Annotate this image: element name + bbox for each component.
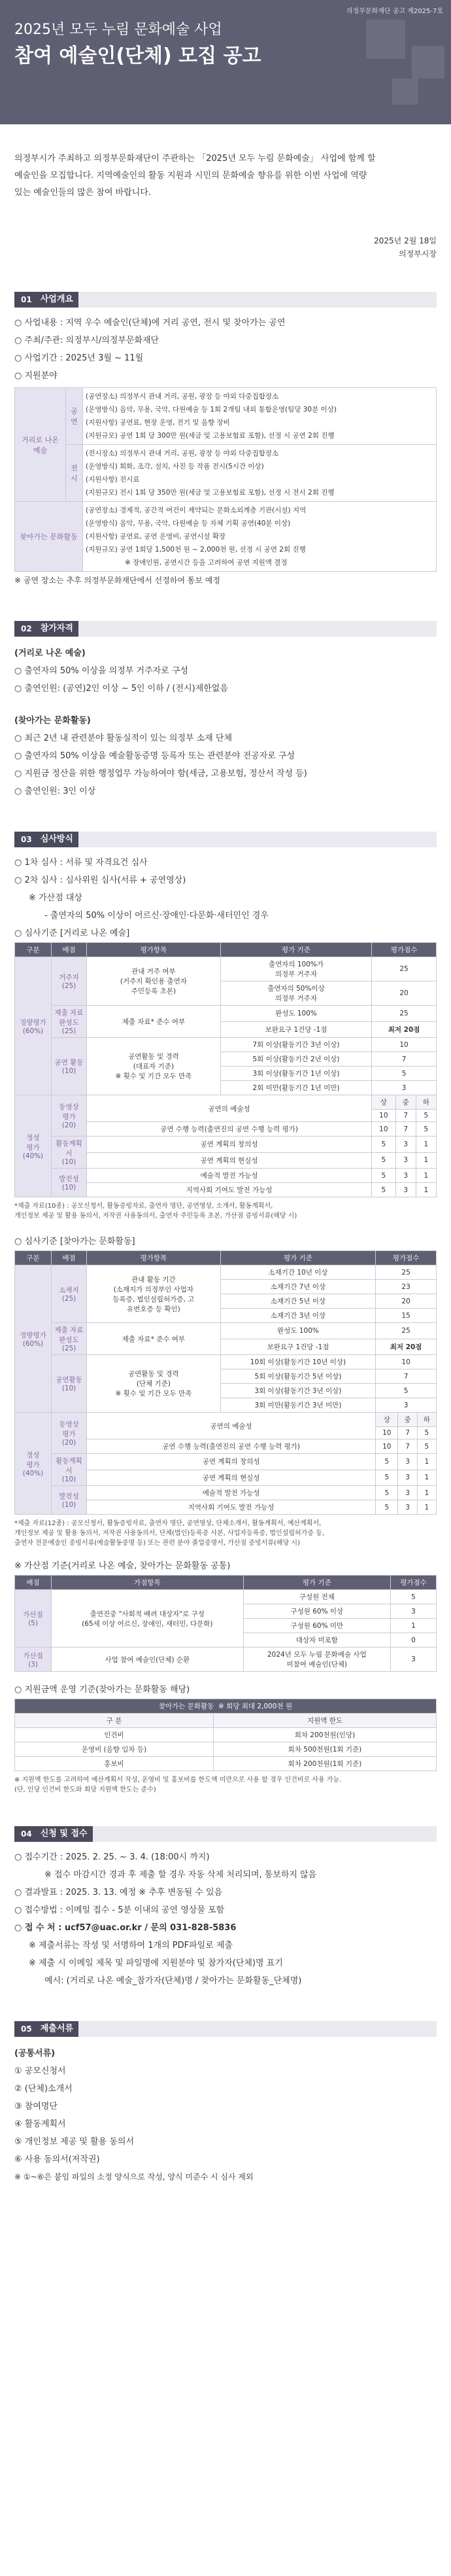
bonus-criteria-table: 배점 가점항목 평가 기준 평가점수 가산점 (5) 출연진중 "사회적 배려 대상자"로 구성 (65세 이상 어르신, 장애인, 새터민, 다문화) 구성원 전체 5 구성원 60% 이상 3 구성원 60% 미만 1 대상자 미포함 0 가산점 (3) 사업 참여 예술인(단체) 순환 2024년 모두 누림 문화예술 사업 미참여 예술인(단체) 3 [14, 1575, 437, 1672]
section-header-review: 03 심사방식 [14, 832, 437, 847]
header-banner [0, 0, 451, 124]
section-eligibility: (거리로 나온 예술) ○ 출연자의 50% 이상을 의정부 거주자로 구성 ○ 출연인원: (공연)2인 이상 ~ 5인 이하 / (전시)제한없음 (찾아가는 문화활동) ○ 최근 2년 내 관련분야 활동실적이 있는 의정부 소재 단체 ○ 출연자의 50% 이상을 예술활동증명 등록자 또는 관련분야 전공자로 구성 ○ 지원금 정산을 위한 행정업무 가능하여야 함(세금, 고용보험, 정산서 작성 등) ○ 출연인원: 3인 이상 [14, 648, 307, 796]
section-header-application: 04 신청 및 접수 [14, 1826, 437, 1842]
notice-number: 의정부문화재단 공고 제2025-7호 [346, 8, 443, 15]
review-criteria-table-street: 구분 배점 평가항목 평가 기준 평가점수 정량평가 (60%) 거주지 (25) 관내 거주 여부 (거주지 확인용 출연자 주민등록 초본) 출연자의 100%가 의정부 거주자 25 출연자의 50%이상 의정부 거주자 20 제출 자료 완성도 (25) 제출 자료* 준수 여부 완성도 100% 25 보완요구 1건당 -1점 최저 20점 공연 활동 (10) 공연활동 및 경력 (대표자 기준) ※ 횟수 및 기간 모두 만족 7회 이상(활동기간 3년 이상) 10 5회 이상(활동기간 2년 이상) 7 3회 이상(활동기간 1년 이상) 5 2회 미만(활동기간 1년 미만) 3 정성 평가 (40%) 동영상 평가 (20) 공연의 예술성 상 중 하 10 7 5 공연 수행 능력(출연진의 공연 수행 능력 평가) 10 7 5 활동계획서 (10) 공연 계획의 창의성 5 3 1 공연 계획의 현실성 5 3 1 발전성 (10) 예술적 발전 가능성 5 3 1 지역사회 기여도 발전 가능성 5 3 1 [14, 942, 437, 1197]
section-header-overview: 01 사업개요 [14, 292, 437, 308]
contact-email-link[interactable]: ○ 접 수 처 : ucf57@uac.or.kr / 문의 031-828-5836 [14, 1923, 237, 1933]
section-overview: ○ 사업내용 : 지역 우수 예술인(단체)에 거리 공연, 전시 및 찾아가는 공연 ○ 주최/주관: 의정부시/의정부문화재단 ○ 사업기간 : 2025년 3월 ~ 11월 ○ 지원분야 거리로 나온 예술 공연 (공연장소) 의정부시 관내 거리, 공원, 광장 등 야외 다중집합장소 (운영방식) 음악, 무용, 국악, 다원예술 등 1회 2개팀 내외 통합운영(팀당 30분 이상) (지원사항) 공연료, 현장 운영, 전기 및 음향 장비 (지원규모) 공연 1회 당 300만 원(세금 및 고용보험료 포함), 선정 시 공연 2회 진행 전시 (전시장소) 의정부시 관내 거리, 공원, 광장 등 야외 다중집합장소 (운영방식) 회화, 조각, 설치, 사진 등 작품 전시(5시간 이상) (지원사항) 전시료 (지원규모) 전시 1회 당 350만 원(세금 및 고용보험료 포함), 선정 시 전시 2회 진행 찾아가는 문화활동 (공연장소) 경제적, 공간적 여건이 제약되는 문화소외계층 기관(시설) 지역 (운영방식) 음악, 무용, 국악, 다원예술 등 자체 기획 공연(40분 이상) (지원사항) 공연료, 공연 운영비, 공연시설 확장 (지원규모) 공연 1회당 1,500천 원 ~ 2,000천 원, 선정 시 공연 2회 진행 ※ 장애인원, 공연시간 등을 고려하여 공연 지원액 결정 ※ 공연 장소는 추후 의정부문화재단에서 선정하여 통보 예정 [0, 314, 451, 590]
funding-table: 찾아가는 문화활동 ※ 회당 최대 2,000천 원 구 분 지원액 한도 인건비 회차 200천원(인당) 운영비 (음향 임차 등) 회차 500천원(1회 기준) 홍보비 회차 200천원(1회 기준) [14, 1699, 437, 1771]
notice-date: 2025년 2월 18일 의정부시장 [374, 236, 437, 258]
page-title: 참여 예술인(단체) 모집 공고 [14, 44, 261, 67]
section-review: ○ 1차 심사 : 서류 및 자격요건 심사 ○ 2차 심사 : 심사위원 심사(서류 + 공연영상) ※ 가산점 대상 - 출연자의 50% 이상이 어르신·장애인·다문화·새터민인 경우 ○ 심사기준 [거리로 나온 예술] 구분 배점 평가항목 평가 기준 평가점수 정량평가 (60%) 거주지 (25) 관내 거주 여부 (거주지 확인용 출연자 주민등록 초본) 출연자의 100%가 의정부 거주자 25 출연자의 50%이상 의정부 거주자 20 제출 자료 완성도 (25) 제출 자료* 준수 여부 완성도 100% 25 보완요구 1건당 -1점 최저 20점 공연 활동 (10) 공연활동 및 경력 (대표자 기준) ※ 횟수 및 기간 모두 만족 7회 이상(활동기간 3년 이상) 10 5회 이상(활동기간 2년 이상) 7 3회 이상(활동기간 1년 이상) 5 2회 미만(활동기간 1년 미만) 3 정성 평가 (40%) 동영상 평가 (20) 공연의 예술성 상 중 하 10 7 5 공연 수행 능력(출연진의 공연 수행 능력 평가) 10 7 5 활동계획서 (10) 공연 계획의 창의성 5 3 1 공연 계획의 현실성 5 3 1 발전성 (10) 예술적 발전 가능성 5 3 1 지역사회 기여도 발전 가능성 5 3 1 *제출 자료(10종) : 공모신청서, 활동증빙자료, 출연자 명단, 공연영상, 소개서, 활동계획서, 개인정보 제공 및 활용 동의서, 저작권 사용동의서, 출연자 주민등록 초본, 가산점 증빙서류(해당 시) ○ 심사기준 [찾아가는 문화활동] 구분 배점 평가항목 평가 기준 평가점수 정량평가 (60%) 소재지 (25) 관내 활동 기간 (소재지가 의정부인 사업자 등록증, 법인설립허가증, 고 유번호증 등 확인) 소재기간 10년 이상 25 소재기간 7년 이상 23 소재기간 5년 이상 20 소재기간 3년 이상 15 제출 자료 완성도 (25) 제출 자료* 준수 여부 완성도 100% 25 보완요구 1건당 -1점 최저 20점 공연활동 (10) 공연활동 및 경력 (단체 기준) ※ 횟수 및 기간 모두 만족 10회 이상(활동기간 10년 이상) 10 5회 이상(활동기간 5년 이상) 7 3회 이상(활동기간 3년 이상) 5 3회 미만(활동기간 3년 미만) 3 정성 평가 (40%) 동영상 평가 (20) 공연의 예술성 상 중 하 10 7 5 공연 수행 능력(출연진의 공연 수행 능력 평가) 10 7 5 활동계획서 (10) 공연 계획의 창의성 5 3 1 공연 계획의 현실성 5 3 1 발전성 (10) 예술적 발전 가능성 5 3 1 지역사회 기여도 발전 가능성 5 3 1 *제출 자료(12종) : 공모신청서, 활동증빙자료, 출연자 명단, 공연영상, 단체소개서, 활동계획서, 예산계획서, 개인정보 제공 및 활용 동의서, 저작권 사용동의서, 단체(법인)등록증 사본, 사업자등록증, 법인설립허가증 등, 출연자 전문예술인 증빙서류(예술활동증명 등) 또는 관련 분야 졸업증명서, 가산점 증빙서류(해당 시) ※ 가산점 기준(거리로 나온 예술, 찾아가는 문화활동 공통) 배점 가점항목 평가 기준 평가점수 가산점 (5) 출연진중 "사회적 배려 대상자"로 구성 (65세 이상 어르신, 장애인, 새터민, 다문화) 구성원 전체 5 구성원 60% 이상 3 구성원 60% 미만 1 대상자 미포함 0 가산점 (3) 사업 참여 예술인(단체) 순환 2024년 모두 누림 문화예술 사업 미참여 예술인(단체) 3 ○ 지원금액 운영 기준(찾아가는 문화활동 해당) 찾아가는 문화활동 ※ 회당 최대 2,000천 원 구 분 지원액 한도 인건비 회차 200천원(인당) 운영비 (음향 임차 등) 회차 500천원(1회 기준) 홍보비 회차 200천원(1회 기준) ※ 지원액 한도를 고려하여 예산계획서 작성, 운영비 및 홍보비를 한도액 미만으로 사용 할 경우 인건비로 사용 가능. (단, 인당 인건비 한도와 회당 지원액 한도는 준수) [0, 854, 451, 1795]
section-application: ○ 접수기간 : 2025. 2. 25. ~ 3. 4. (18:00시 까지) ※ 접수 마감시간 경과 후 제출 할 경우 자동 삭제 처리되며, 통보하지 않음 ○ 결과발표 : 2025. 3. 13. 예정 ※ 추후 변동될 수 있음 ○ 접수방법 : 이메일 접수 - 5분 이내의 공연 영상물 포함 ○ 접 수 처 : ucf57@uac.or.kr / 문의 031-828-5836 ※ 제출서류는 작성 및 서명하여 1개의 PDF파일로 제출 ※ 제출 시 이메일 제목 및 파일명에 지원분야 및 참가자(단체)명 표기 예시: (거리로 나온 예술_참가자(단체)명 / 찾아가는 문화활동_단체명) [0, 1848, 451, 1990]
support-field-table: 거리로 나온 예술 공연 (공연장소) 의정부시 관내 거리, 공원, 광장 등 야외 다중집합장소 (운영방식) 음악, 무용, 국악, 다원예술 등 1회 2개팀 내외 통합운영(팀당 30분 이상) (지원사항) 공연료, 현장 운영, 전기 및 음향 장비 (지원규모) 공연 1회 당 300만 원(세금 및 고용보험료 포함), 선정 시 공연 2회 진행 전시 (전시장소) 의정부시 관내 거리, 공원, 광장 등 야외 다중집합장소 (운영방식) 회화, 조각, 설치, 사진 등 작품 전시(5시간 이상) (지원사항) 전시료 (지원규모) 전시 1회 당 350만 원(세금 및 고용보험료 포함), 선정 시 전시 2회 진행 찾아가는 문화활동 (공연장소) 경제적, 공간적 여건이 제약되는 문화소외계층 기관(시설) 지역 (운영방식) 음악, 무용, 국악, 다원예술 등 자체 기획 공연(40분 이상) (지원사항) 공연료, 공연 운영비, 공연시설 확장 (지원규모) 공연 1회당 1,500천 원 ~ 2,000천 원, 선정 시 공연 2회 진행 ※ 장애인원, 공연시간 등을 고려하여 공연 지원액 결정 [14, 387, 437, 572]
section-documents: (공통서류) ① 공모신청서 ② (단체)소개서 ③ 참여명단 ④ 활동계획서 ⑤ 개인정보 제공 및 활용 동의서 ⑥ 사용 동의서(저작권) ※ ①~⑥은 붙임 파일의 소정 양식으로 작성, 양식 미준수 시 심사 제외 [14, 2049, 254, 2181]
page-subtitle: 2025년 모두 누림 문화예술 사업 [14, 22, 222, 38]
section-header-eligibility: 02 참가자격 [14, 621, 437, 637]
section-header-documents: 05 제출서류 [14, 2021, 437, 2037]
review-criteria-table-visiting: 구분 배점 평가항목 평가 기준 평가점수 정량평가 (60%) 소재지 (25) 관내 활동 기간 (소재지가 의정부인 사업자 등록증, 법인설립허가증, 고 유번호증 등 확인) 소재기간 10년 이상 25 소재기간 7년 이상 23 소재기간 5년 이상 20 소재기간 3년 이상 15 제출 자료 완성도 (25) 제출 자료* 준수 여부 완성도 100% 25 보완요구 1건당 -1점 최저 20점 공연활동 (10) 공연활동 및 경력 (단체 기준) ※ 횟수 및 기간 모두 만족 10회 이상(활동기간 10년 이상) 10 5회 이상(활동기간 5년 이상) 7 3회 이상(활동기간 3년 이상) 5 3회 미만(활동기간 3년 미만) 3 정성 평가 (40%) 동영상 평가 (20) 공연의 예술성 상 중 하 10 7 5 공연 수행 능력(출연진의 공연 수행 능력 평가) 10 7 5 활동계획서 (10) 공연 계획의 창의성 5 3 1 공연 계획의 현실성 5 3 1 발전성 (10) 예술적 발전 가능성 5 3 1 지역사회 기여도 발전 가능성 5 3 1 [14, 1250, 437, 1515]
intro-text: 의정부시가 주최하고 의정부문화재단이 주관하는 「2025년 모두 누림 문화예술」 사업에 함께 할 예술인을 모집합니다. 지역예술인의 활동 지원과 시민의 문화예술 향유를 위한 이번 사업에 역량 있는 예술인들의 많은 참여 바랍니다. [14, 154, 376, 198]
